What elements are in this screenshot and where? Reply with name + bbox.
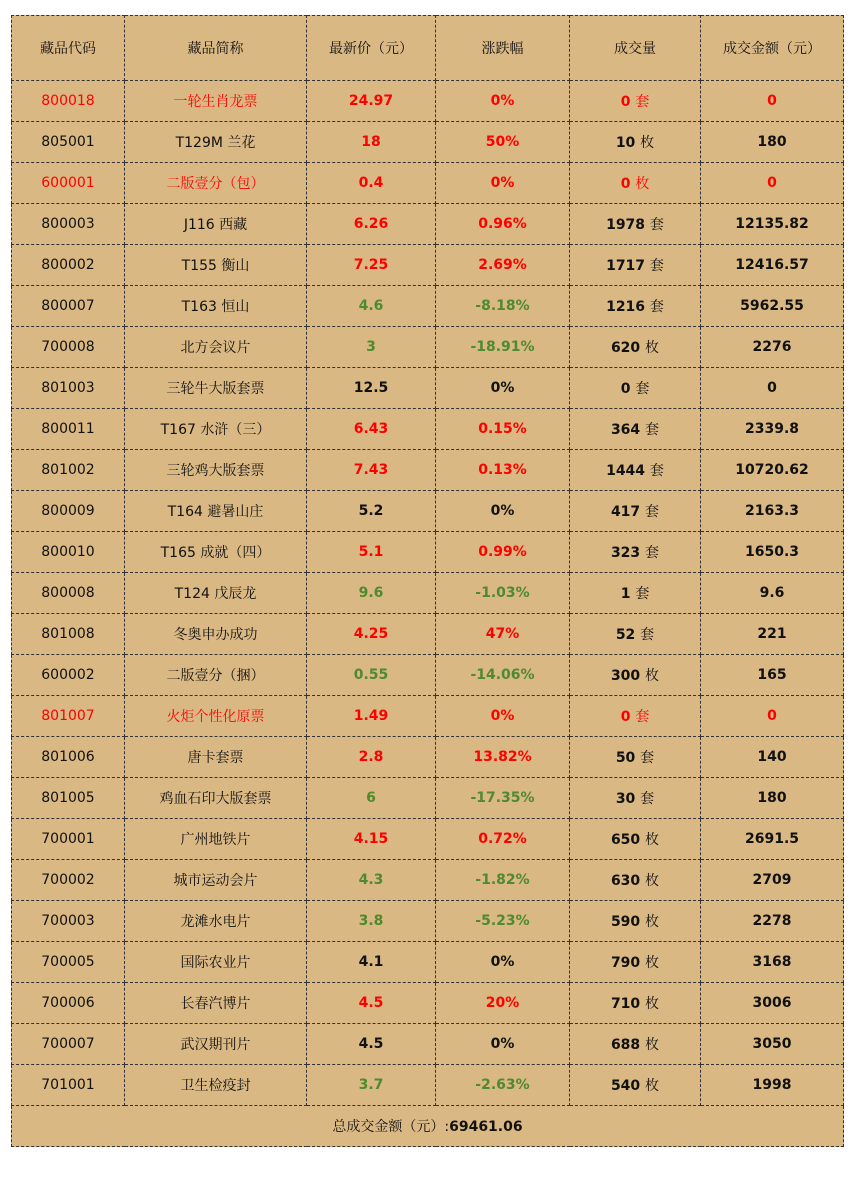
header-name: 藏品简称 — [125, 16, 307, 81]
volume-value: 0 — [620, 381, 631, 397]
price-change: -17.35% — [436, 778, 570, 819]
trade-amount: 180 — [701, 778, 844, 819]
volume-value: 300 — [610, 668, 641, 684]
item-code: 700002 — [12, 860, 125, 901]
item-name: T155 衡山 — [125, 245, 307, 286]
table-row — [12, 163, 844, 204]
volume-unit: 枚 — [645, 340, 660, 356]
item-name: 国际农业片 — [125, 942, 307, 983]
trade-volume — [570, 614, 701, 655]
volume-value: 364 — [610, 422, 641, 438]
table-row — [12, 696, 844, 737]
item-name: T124 戊辰龙 — [125, 573, 307, 614]
latest-price: 0.4 — [307, 163, 436, 204]
item-code: 600002 — [12, 655, 125, 696]
header-change: 涨跌幅 — [436, 16, 570, 81]
trade-amount: 12416.57 — [701, 245, 844, 286]
item-code: 801003 — [12, 368, 125, 409]
table-row — [12, 409, 844, 450]
trade-volume — [570, 286, 701, 327]
volume-value: 630 — [610, 873, 641, 889]
volume-value: 790 — [610, 955, 641, 971]
trade-amount: 0 — [701, 81, 844, 122]
volume-value: 10 — [615, 135, 636, 151]
trade-amount: 0 — [701, 368, 844, 409]
volume-value: 52 — [615, 627, 636, 643]
volume-unit: 套 — [649, 299, 664, 315]
trade-volume — [570, 122, 701, 163]
latest-price: 7.25 — [307, 245, 436, 286]
item-name: 三轮牛大版套票 — [125, 368, 307, 409]
item-code: 801006 — [12, 737, 125, 778]
price-change: 13.82% — [436, 737, 570, 778]
price-change: 2.69% — [436, 245, 570, 286]
volume-unit: 枚 — [635, 176, 650, 192]
trade-amount: 12135.82 — [701, 204, 844, 245]
price-change: 0.96% — [436, 204, 570, 245]
volume-unit: 套 — [635, 94, 650, 110]
table-row — [12, 573, 844, 614]
latest-price: 3 — [307, 327, 436, 368]
table-row — [12, 614, 844, 655]
item-code: 800007 — [12, 286, 125, 327]
trade-volume — [570, 204, 701, 245]
item-code: 700008 — [12, 327, 125, 368]
trade-volume — [570, 819, 701, 860]
table-row — [12, 532, 844, 573]
table-row — [12, 1065, 844, 1106]
total-label: 总成交金额（元）: — [332, 1119, 450, 1135]
volume-value: 50 — [615, 750, 636, 766]
total-amount-cell — [12, 1106, 844, 1147]
trade-amount: 10720.62 — [701, 450, 844, 491]
table-row — [12, 286, 844, 327]
latest-price: 4.6 — [307, 286, 436, 327]
item-code: 800008 — [12, 573, 125, 614]
latest-price: 6.26 — [307, 204, 436, 245]
item-name: T164 避暑山庄 — [125, 491, 307, 532]
item-code: 701001 — [12, 1065, 125, 1106]
latest-price: 5.1 — [307, 532, 436, 573]
price-change: -5.23% — [436, 901, 570, 942]
table-row — [12, 368, 844, 409]
latest-price: 7.43 — [307, 450, 436, 491]
header-volume: 成交量 — [570, 16, 701, 81]
item-name: 武汉期刊片 — [125, 1024, 307, 1065]
trade-volume — [570, 1024, 701, 1065]
volume-unit: 套 — [645, 504, 660, 520]
trade-volume — [570, 983, 701, 1024]
table-row — [12, 1024, 844, 1065]
table-row — [12, 491, 844, 532]
header-row — [12, 16, 844, 81]
item-name: 三轮鸡大版套票 — [125, 450, 307, 491]
latest-price: 2.8 — [307, 737, 436, 778]
trade-volume — [570, 409, 701, 450]
volume-value: 0 — [620, 94, 631, 110]
latest-price: 4.5 — [307, 983, 436, 1024]
trade-amount: 3050 — [701, 1024, 844, 1065]
price-change: 0% — [436, 491, 570, 532]
volume-value: 417 — [610, 504, 641, 520]
trade-volume — [570, 573, 701, 614]
price-change: -1.82% — [436, 860, 570, 901]
trade-volume — [570, 81, 701, 122]
latest-price: 4.25 — [307, 614, 436, 655]
volume-value: 1 — [620, 586, 631, 602]
volume-value: 1717 — [606, 258, 646, 274]
trade-volume — [570, 778, 701, 819]
trade-volume — [570, 163, 701, 204]
item-code: 700007 — [12, 1024, 125, 1065]
volume-value: 1444 — [606, 463, 646, 479]
price-change: 0.99% — [436, 532, 570, 573]
item-name: 冬奥申办成功 — [125, 614, 307, 655]
table-row — [12, 655, 844, 696]
total-value: 69461.06 — [449, 1119, 523, 1135]
latest-price: 12.5 — [307, 368, 436, 409]
volume-unit: 枚 — [640, 135, 655, 151]
trade-amount: 2276 — [701, 327, 844, 368]
trade-amount: 1650.3 — [701, 532, 844, 573]
trade-amount: 9.6 — [701, 573, 844, 614]
volume-value: 30 — [615, 791, 636, 807]
volume-unit: 套 — [640, 627, 655, 643]
latest-price: 3.8 — [307, 901, 436, 942]
volume-unit: 套 — [649, 217, 664, 233]
table-row — [12, 901, 844, 942]
trade-volume — [570, 696, 701, 737]
trade-volume — [570, 655, 701, 696]
table-row — [12, 245, 844, 286]
item-name: T129M 兰花 — [125, 122, 307, 163]
item-code: 800010 — [12, 532, 125, 573]
trade-amount: 2278 — [701, 901, 844, 942]
item-name: J116 西藏 — [125, 204, 307, 245]
header-price: 最新价（元） — [307, 16, 436, 81]
table-row — [12, 122, 844, 163]
volume-value: 1216 — [606, 299, 646, 315]
item-name: 广州地铁片 — [125, 819, 307, 860]
volume-value: 1978 — [606, 217, 646, 233]
trade-amount: 165 — [701, 655, 844, 696]
volume-unit: 枚 — [645, 914, 660, 930]
trade-volume — [570, 450, 701, 491]
table-row — [12, 942, 844, 983]
item-name: 火炬个性化原票 — [125, 696, 307, 737]
trade-amount: 2709 — [701, 860, 844, 901]
item-name: 北方会议片 — [125, 327, 307, 368]
item-name: T167 水浒（三） — [125, 409, 307, 450]
volume-unit: 枚 — [645, 955, 660, 971]
price-change: 47% — [436, 614, 570, 655]
footer-row — [12, 1106, 844, 1147]
trade-amount: 0 — [701, 696, 844, 737]
volume-unit: 枚 — [645, 1037, 660, 1053]
table-row — [12, 327, 844, 368]
item-name: 二版壹分（捆） — [125, 655, 307, 696]
trade-amount: 3168 — [701, 942, 844, 983]
item-code: 800003 — [12, 204, 125, 245]
table-row — [12, 983, 844, 1024]
price-change: 0.13% — [436, 450, 570, 491]
volume-unit: 套 — [640, 791, 655, 807]
item-name: 龙滩水电片 — [125, 901, 307, 942]
volume-unit: 枚 — [645, 873, 660, 889]
price-change: 0% — [436, 942, 570, 983]
volume-value: 0 — [620, 176, 631, 192]
trade-amount: 1998 — [701, 1065, 844, 1106]
item-code: 800011 — [12, 409, 125, 450]
volume-value: 590 — [610, 914, 641, 930]
trade-volume — [570, 532, 701, 573]
item-code: 800002 — [12, 245, 125, 286]
trade-amount: 2163.3 — [701, 491, 844, 532]
volume-unit: 套 — [640, 750, 655, 766]
latest-price: 18 — [307, 122, 436, 163]
price-change: 50% — [436, 122, 570, 163]
item-code: 700005 — [12, 942, 125, 983]
item-name: T165 成就（四） — [125, 532, 307, 573]
latest-price: 6.43 — [307, 409, 436, 450]
table-row — [12, 81, 844, 122]
item-name: 卫生检疫封 — [125, 1065, 307, 1106]
volume-unit: 枚 — [645, 668, 660, 684]
price-change: -2.63% — [436, 1065, 570, 1106]
volume-unit: 套 — [635, 709, 650, 725]
table-row — [12, 778, 844, 819]
table-row — [12, 450, 844, 491]
volume-value: 323 — [610, 545, 641, 561]
volume-unit: 套 — [645, 545, 660, 561]
item-name: 鸡血石印大版套票 — [125, 778, 307, 819]
volume-value: 620 — [610, 340, 641, 356]
item-name: 城市运动会片 — [125, 860, 307, 901]
table-row — [12, 819, 844, 860]
latest-price: 5.2 — [307, 491, 436, 532]
latest-price: 0.55 — [307, 655, 436, 696]
trade-amount: 140 — [701, 737, 844, 778]
item-code: 801005 — [12, 778, 125, 819]
latest-price: 4.15 — [307, 819, 436, 860]
volume-value: 650 — [610, 832, 641, 848]
price-change: 0% — [436, 163, 570, 204]
price-change: -18.91% — [436, 327, 570, 368]
latest-price: 4.5 — [307, 1024, 436, 1065]
table-row — [12, 737, 844, 778]
trade-volume — [570, 901, 701, 942]
latest-price: 6 — [307, 778, 436, 819]
price-change: -14.06% — [436, 655, 570, 696]
item-name: T163 恒山 — [125, 286, 307, 327]
item-name: 唐卡套票 — [125, 737, 307, 778]
trade-amount: 3006 — [701, 983, 844, 1024]
volume-unit: 枚 — [645, 832, 660, 848]
header-code: 藏品代码 — [12, 16, 125, 81]
item-name: 一轮生肖龙票 — [125, 81, 307, 122]
trade-volume — [570, 1065, 701, 1106]
volume-unit: 套 — [649, 463, 664, 479]
volume-unit: 枚 — [645, 996, 660, 1012]
volume-unit: 套 — [635, 381, 650, 397]
volume-value: 0 — [620, 709, 631, 725]
volume-value: 688 — [610, 1037, 641, 1053]
trade-volume — [570, 860, 701, 901]
item-name: 长春汽博片 — [125, 983, 307, 1024]
trade-volume — [570, 368, 701, 409]
price-change: 20% — [436, 983, 570, 1024]
item-code: 801008 — [12, 614, 125, 655]
price-change: -1.03% — [436, 573, 570, 614]
item-code: 800018 — [12, 81, 125, 122]
latest-price: 4.3 — [307, 860, 436, 901]
trade-amount: 2339.8 — [701, 409, 844, 450]
latest-price: 24.97 — [307, 81, 436, 122]
item-code: 800009 — [12, 491, 125, 532]
latest-price: 1.49 — [307, 696, 436, 737]
trade-volume — [570, 245, 701, 286]
item-code: 805001 — [12, 122, 125, 163]
price-change: 0% — [436, 368, 570, 409]
price-change: 0% — [436, 1024, 570, 1065]
latest-price: 4.1 — [307, 942, 436, 983]
trade-volume — [570, 942, 701, 983]
item-name: 二版壹分（包） — [125, 163, 307, 204]
trade-amount: 0 — [701, 163, 844, 204]
price-change: 0.72% — [436, 819, 570, 860]
trade-amount: 180 — [701, 122, 844, 163]
volume-unit: 套 — [645, 422, 660, 438]
trade-volume — [570, 327, 701, 368]
trade-volume — [570, 491, 701, 532]
price-change: 0% — [436, 81, 570, 122]
latest-price: 3.7 — [307, 1065, 436, 1106]
volume-unit: 套 — [649, 258, 664, 274]
item-code: 801007 — [12, 696, 125, 737]
item-code: 700001 — [12, 819, 125, 860]
item-code: 801002 — [12, 450, 125, 491]
stamp-trading-table — [11, 15, 844, 1147]
price-change: 0.15% — [436, 409, 570, 450]
volume-unit: 套 — [635, 586, 650, 602]
volume-value: 710 — [610, 996, 641, 1012]
trade-volume — [570, 737, 701, 778]
price-change: -8.18% — [436, 286, 570, 327]
trade-amount: 5962.55 — [701, 286, 844, 327]
trade-amount: 221 — [701, 614, 844, 655]
item-code: 700003 — [12, 901, 125, 942]
volume-unit: 枚 — [645, 1078, 660, 1094]
item-code: 700006 — [12, 983, 125, 1024]
table-row — [12, 204, 844, 245]
item-code: 600001 — [12, 163, 125, 204]
header-amount: 成交金额（元） — [701, 16, 844, 81]
price-change: 0% — [436, 696, 570, 737]
latest-price: 9.6 — [307, 573, 436, 614]
trade-amount: 2691.5 — [701, 819, 844, 860]
volume-value: 540 — [610, 1078, 641, 1094]
table-row — [12, 860, 844, 901]
